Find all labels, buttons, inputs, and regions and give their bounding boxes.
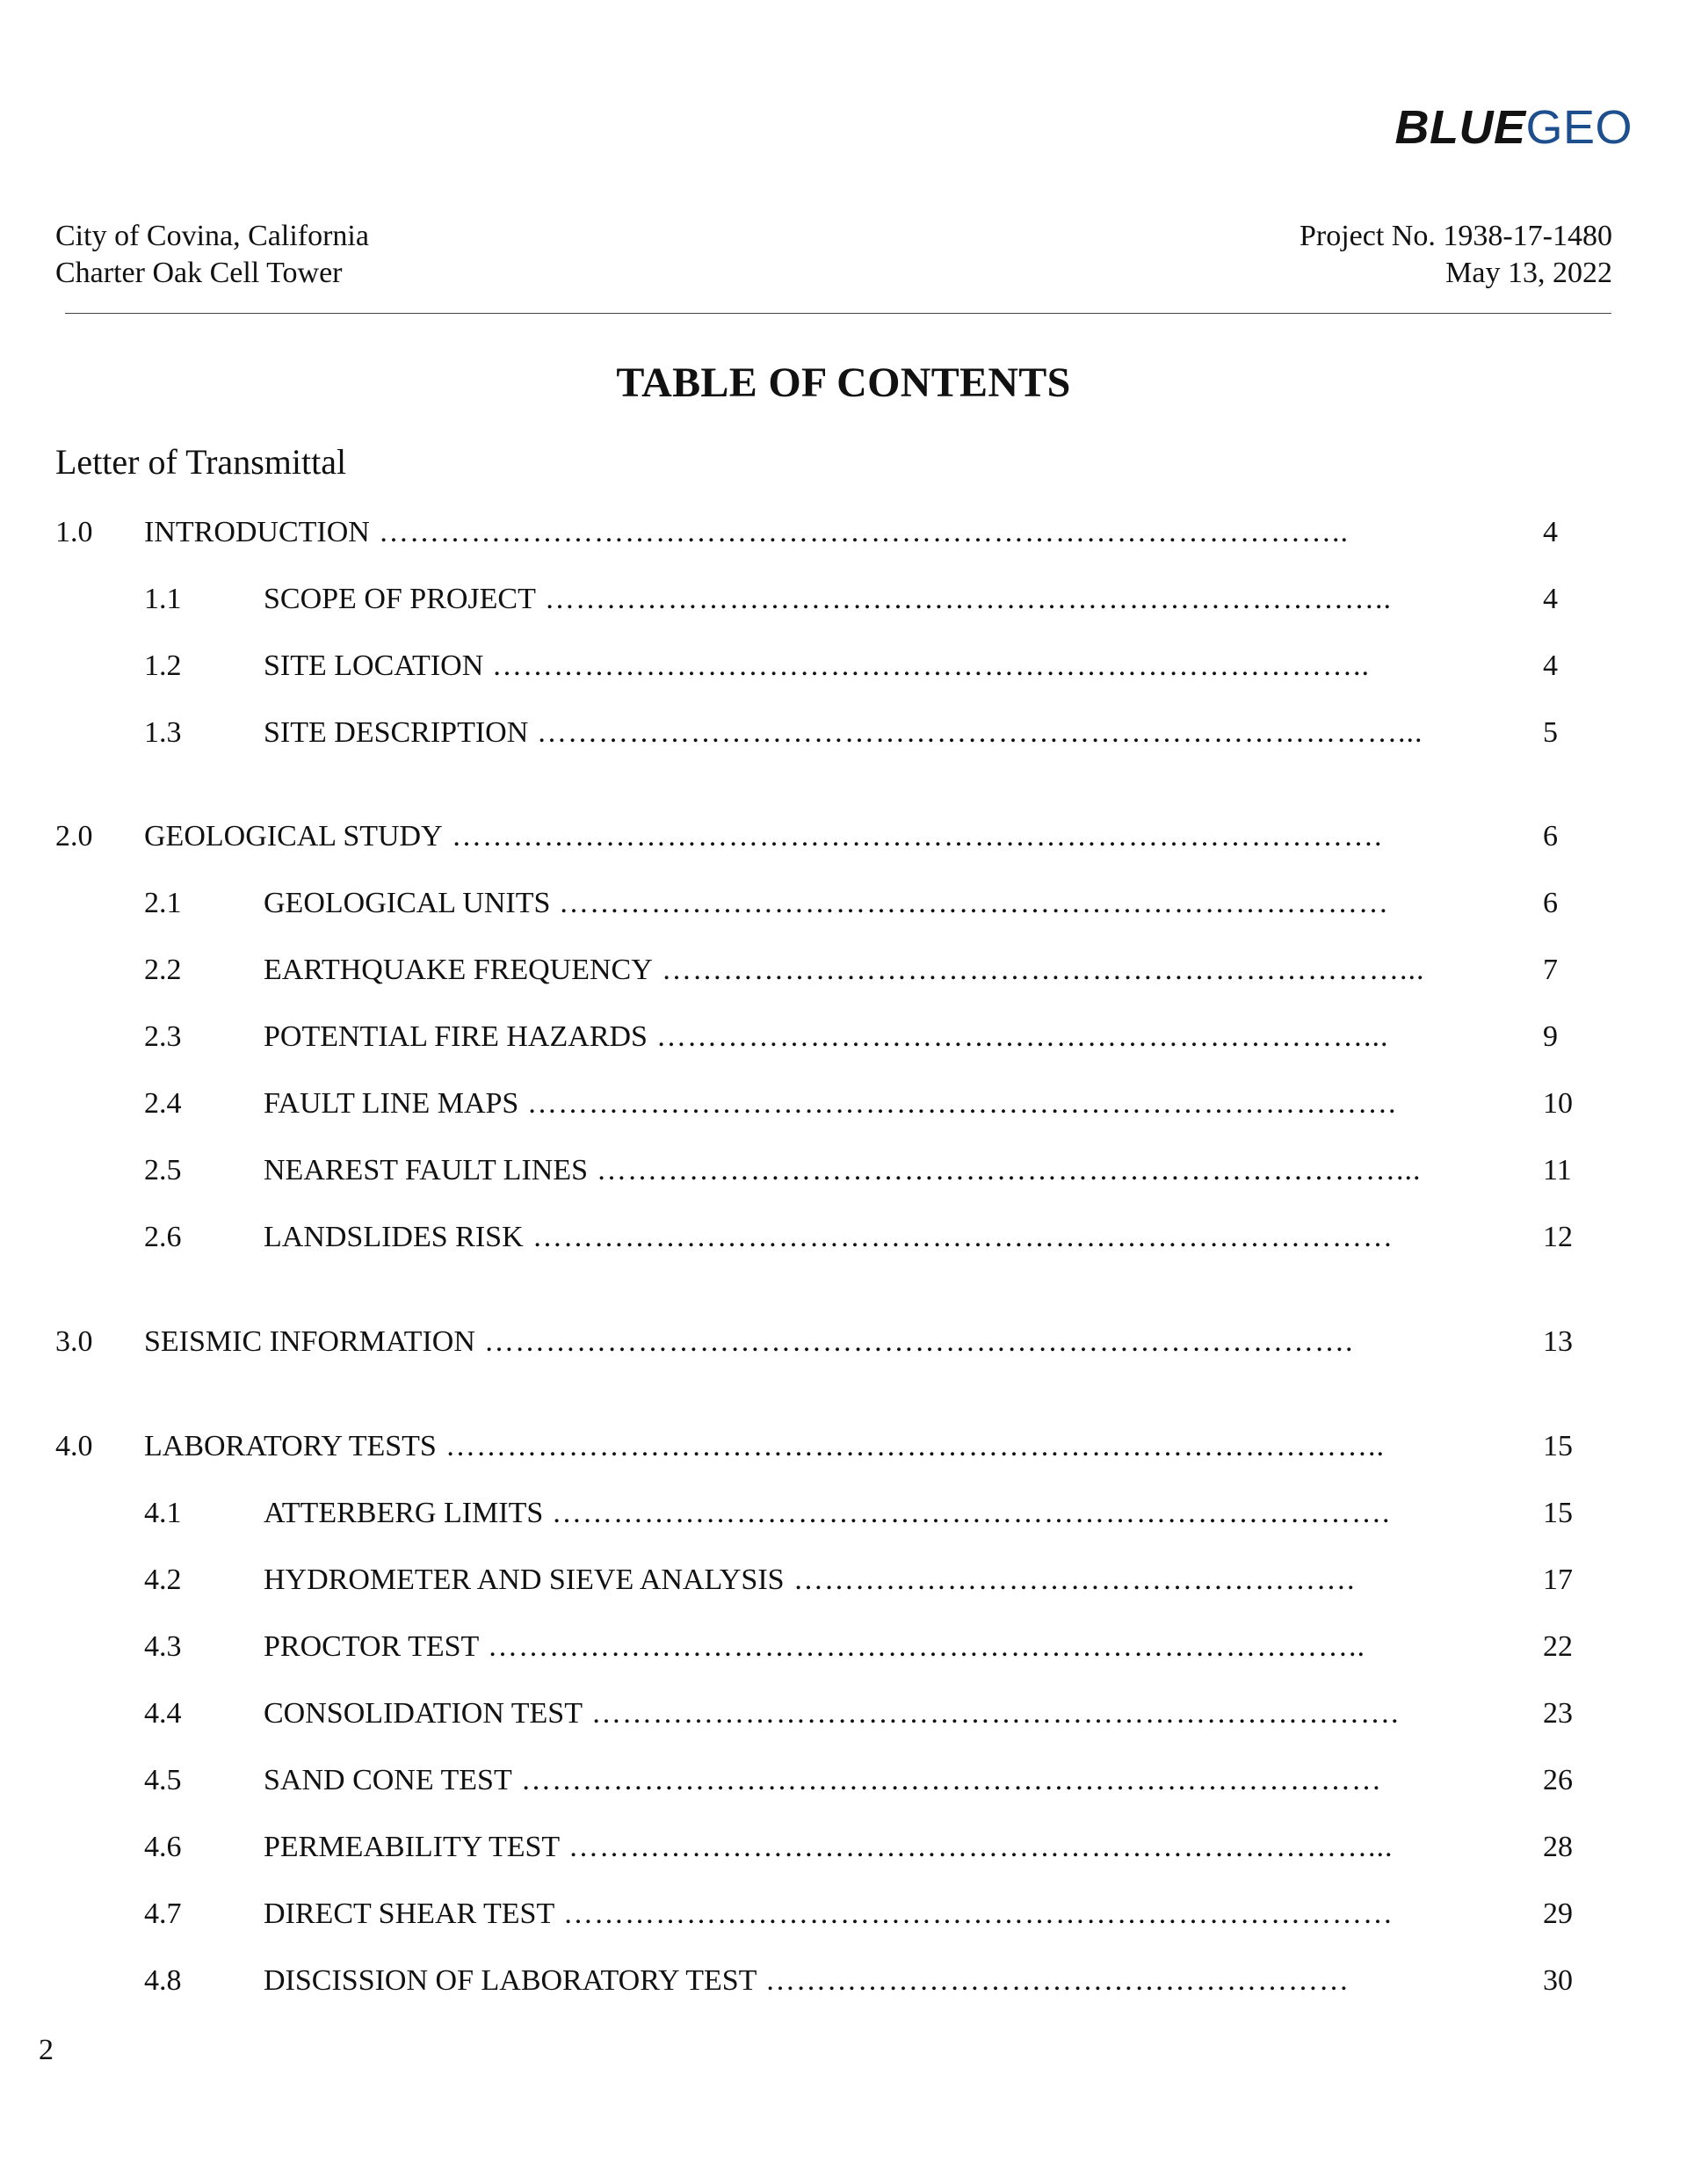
bluegeo-logo xyxy=(1394,101,1633,154)
report-date: May 13, 2022 xyxy=(1445,257,1612,289)
toc-number: 2.0 xyxy=(55,820,93,853)
toc-subsection xyxy=(0,580,1687,619)
toc-subsection xyxy=(0,1494,1687,1533)
toc-subsection xyxy=(0,1828,1687,1867)
header-left xyxy=(55,218,369,292)
toc-subsection xyxy=(0,1151,1687,1190)
toc-leader-dots: ………………………………………………………………... xyxy=(662,954,1425,986)
toc-number: 1.1 xyxy=(144,583,182,615)
toc-label: PERMEABILITY TEST xyxy=(264,1831,561,1863)
toc-leader-dots: ………………………………………………………………………… xyxy=(532,1221,1394,1253)
toc-subsection xyxy=(0,714,1687,752)
toc-leader-dots: ……………………………………………………………………… xyxy=(559,887,1389,919)
toc-number: 4.0 xyxy=(55,1430,93,1462)
toc-subsection xyxy=(0,1962,1687,2000)
toc-label: DISCISSION OF LABORATORY TEST xyxy=(264,1964,757,1997)
toc-page-number: 29 xyxy=(1543,1897,1573,1930)
toc-page-number: 10 xyxy=(1543,1087,1573,1120)
toc-page-number: 15 xyxy=(1543,1430,1573,1462)
toc-leader-dots: ……………………………………………………………………….. xyxy=(545,583,1392,615)
toc-label: NEAREST FAULT LINES xyxy=(264,1154,589,1186)
toc-label: EARTHQUAKE FREQUENCY xyxy=(264,954,653,986)
toc-label: GEOLOGICAL UNITS xyxy=(264,887,551,919)
toc-number: 1.2 xyxy=(144,649,182,682)
toc-page-number: 5 xyxy=(1543,716,1558,749)
toc-label: HYDROMETER AND SIEVE ANALYSIS xyxy=(264,1564,785,1596)
toc-subsection xyxy=(0,1761,1687,1800)
toc-label: ATTERBERG LIMITS xyxy=(264,1497,544,1529)
toc-number: 4.7 xyxy=(144,1897,182,1930)
toc-label: SEISMIC INFORMATION xyxy=(144,1325,475,1358)
toc-subsection xyxy=(0,1895,1687,1934)
toc-page-number: 4 xyxy=(1543,649,1558,682)
toc-leader-dots: …………………………………………………………………………. xyxy=(527,1087,1397,1120)
toc-number: 1.3 xyxy=(144,716,182,749)
toc-leader-dots: ………………………………………………………………………. xyxy=(552,1497,1391,1529)
toc-subsection xyxy=(0,884,1687,923)
toc-number: 3.0 xyxy=(55,1325,93,1358)
logo-blue-text: BLUE xyxy=(1394,101,1526,154)
client-name: City of Covina, California xyxy=(55,220,369,252)
toc-page-number: 17 xyxy=(1543,1564,1573,1596)
toc-page-number: 11 xyxy=(1543,1154,1572,1186)
toc-number: 1.0 xyxy=(55,516,93,548)
toc-label: CONSOLIDATION TEST xyxy=(264,1697,583,1730)
header-divider xyxy=(65,313,1611,314)
toc-subsection xyxy=(0,1085,1687,1123)
toc-page-number: 23 xyxy=(1543,1697,1573,1730)
toc-leader-dots: ……………………………………………………………………... xyxy=(568,1831,1394,1863)
toc-label: PROCTOR TEST xyxy=(264,1630,480,1663)
toc-number: 2.2 xyxy=(144,954,182,986)
toc-label: DIRECT SHEAR TEST xyxy=(264,1897,555,1930)
toc-leader-dots: ………………………………………………………………………….. xyxy=(488,1630,1365,1663)
toc-subsection xyxy=(0,1561,1687,1600)
toc-page-number: 15 xyxy=(1543,1497,1573,1529)
toc-leader-dots: ……………………………………………………………………… xyxy=(563,1897,1394,1930)
toc-section xyxy=(0,1323,1687,1361)
toc-number: 4.4 xyxy=(144,1697,182,1730)
toc-page-number: 9 xyxy=(1543,1020,1558,1053)
toc-leader-dots: ………………………………………………………………………….. xyxy=(492,649,1370,682)
toc-label: INTRODUCTION xyxy=(144,516,370,548)
header-right xyxy=(1300,218,1612,292)
toc-label: LANDSLIDES RISK xyxy=(264,1221,524,1253)
toc-leader-dots: ……………………………………………………………………... xyxy=(597,1154,1422,1186)
toc-page-number: 4 xyxy=(1543,583,1558,615)
toc-page-number: 30 xyxy=(1543,1964,1573,1997)
page-title: TABLE OF CONTENTS xyxy=(616,359,1071,406)
toc-page-number: 13 xyxy=(1543,1325,1573,1358)
toc-page-number: 28 xyxy=(1543,1831,1573,1863)
toc-leader-dots: ………………………………………………. xyxy=(793,1564,1356,1596)
toc-number: 2.3 xyxy=(144,1020,182,1053)
toc-label: SITE LOCATION xyxy=(264,649,484,682)
toc-number: 2.5 xyxy=(144,1154,182,1186)
toc-leader-dots: ……………………………………………………………………………….. xyxy=(445,1430,1385,1462)
toc-leader-dots: ……………………………………………………………... xyxy=(656,1020,1389,1053)
toc-subsection xyxy=(0,647,1687,686)
project-name: Charter Oak Cell Tower xyxy=(55,257,343,289)
toc-number: 4.5 xyxy=(144,1764,182,1796)
toc-number: 4.3 xyxy=(144,1630,182,1663)
toc-number: 4.8 xyxy=(144,1964,182,1997)
toc-page-number: 22 xyxy=(1543,1630,1573,1663)
toc-subsection xyxy=(0,951,1687,990)
toc-page-number: 26 xyxy=(1543,1764,1573,1796)
toc-subsection xyxy=(0,1628,1687,1666)
toc-number: 2.4 xyxy=(144,1087,182,1120)
toc-leader-dots: ………………………………………………………………………… xyxy=(521,1764,1382,1796)
page-number: 2 xyxy=(39,2034,54,2066)
toc-leader-dots: …………………………………………………………………………... xyxy=(537,716,1423,749)
letter-of-transmittal: Letter of Transmittal xyxy=(55,442,347,482)
toc-page-number: 6 xyxy=(1543,820,1558,853)
toc-subsection xyxy=(0,1218,1687,1257)
toc-number: 4.6 xyxy=(144,1831,182,1863)
project-number: Project No. 1938-17-1480 xyxy=(1299,220,1612,252)
toc-leader-dots: ………………………………………………… xyxy=(765,1964,1350,1997)
logo-geo-text: GEO xyxy=(1525,101,1633,154)
toc-page-number: 6 xyxy=(1543,887,1558,919)
toc-leader-dots: ……………………………………………………………………. xyxy=(591,1697,1400,1730)
toc-label: POTENTIAL FIRE HAZARDS xyxy=(264,1020,648,1053)
toc-number: 2.6 xyxy=(144,1221,182,1253)
toc-section xyxy=(0,1427,1687,1466)
toc-leader-dots: ………………………………………………………………………………. xyxy=(452,820,1383,853)
toc-section xyxy=(0,513,1687,552)
toc-label: FAULT LINE MAPS xyxy=(264,1087,519,1120)
toc-label: SCOPE OF PROJECT xyxy=(264,583,536,615)
toc-label: SITE DESCRIPTION xyxy=(264,716,529,749)
toc-subsection xyxy=(0,1018,1687,1056)
toc-leader-dots: …………………………………………………………………………. xyxy=(484,1325,1354,1358)
toc-label: LABORATORY TESTS xyxy=(144,1430,437,1462)
toc-section xyxy=(0,817,1687,856)
toc-leader-dots: ………………………………………………………………………………….. xyxy=(379,516,1349,548)
toc-page-number: 12 xyxy=(1543,1221,1573,1253)
toc-page-number: 4 xyxy=(1543,516,1558,548)
toc-number: 4.1 xyxy=(144,1497,182,1529)
toc-page-number: 7 xyxy=(1543,954,1558,986)
toc-number: 2.1 xyxy=(144,887,182,919)
toc-label: GEOLOGICAL STUDY xyxy=(144,820,443,853)
toc-number: 4.2 xyxy=(144,1564,182,1596)
toc-label: SAND CONE TEST xyxy=(264,1764,512,1796)
toc-subsection xyxy=(0,1694,1687,1733)
